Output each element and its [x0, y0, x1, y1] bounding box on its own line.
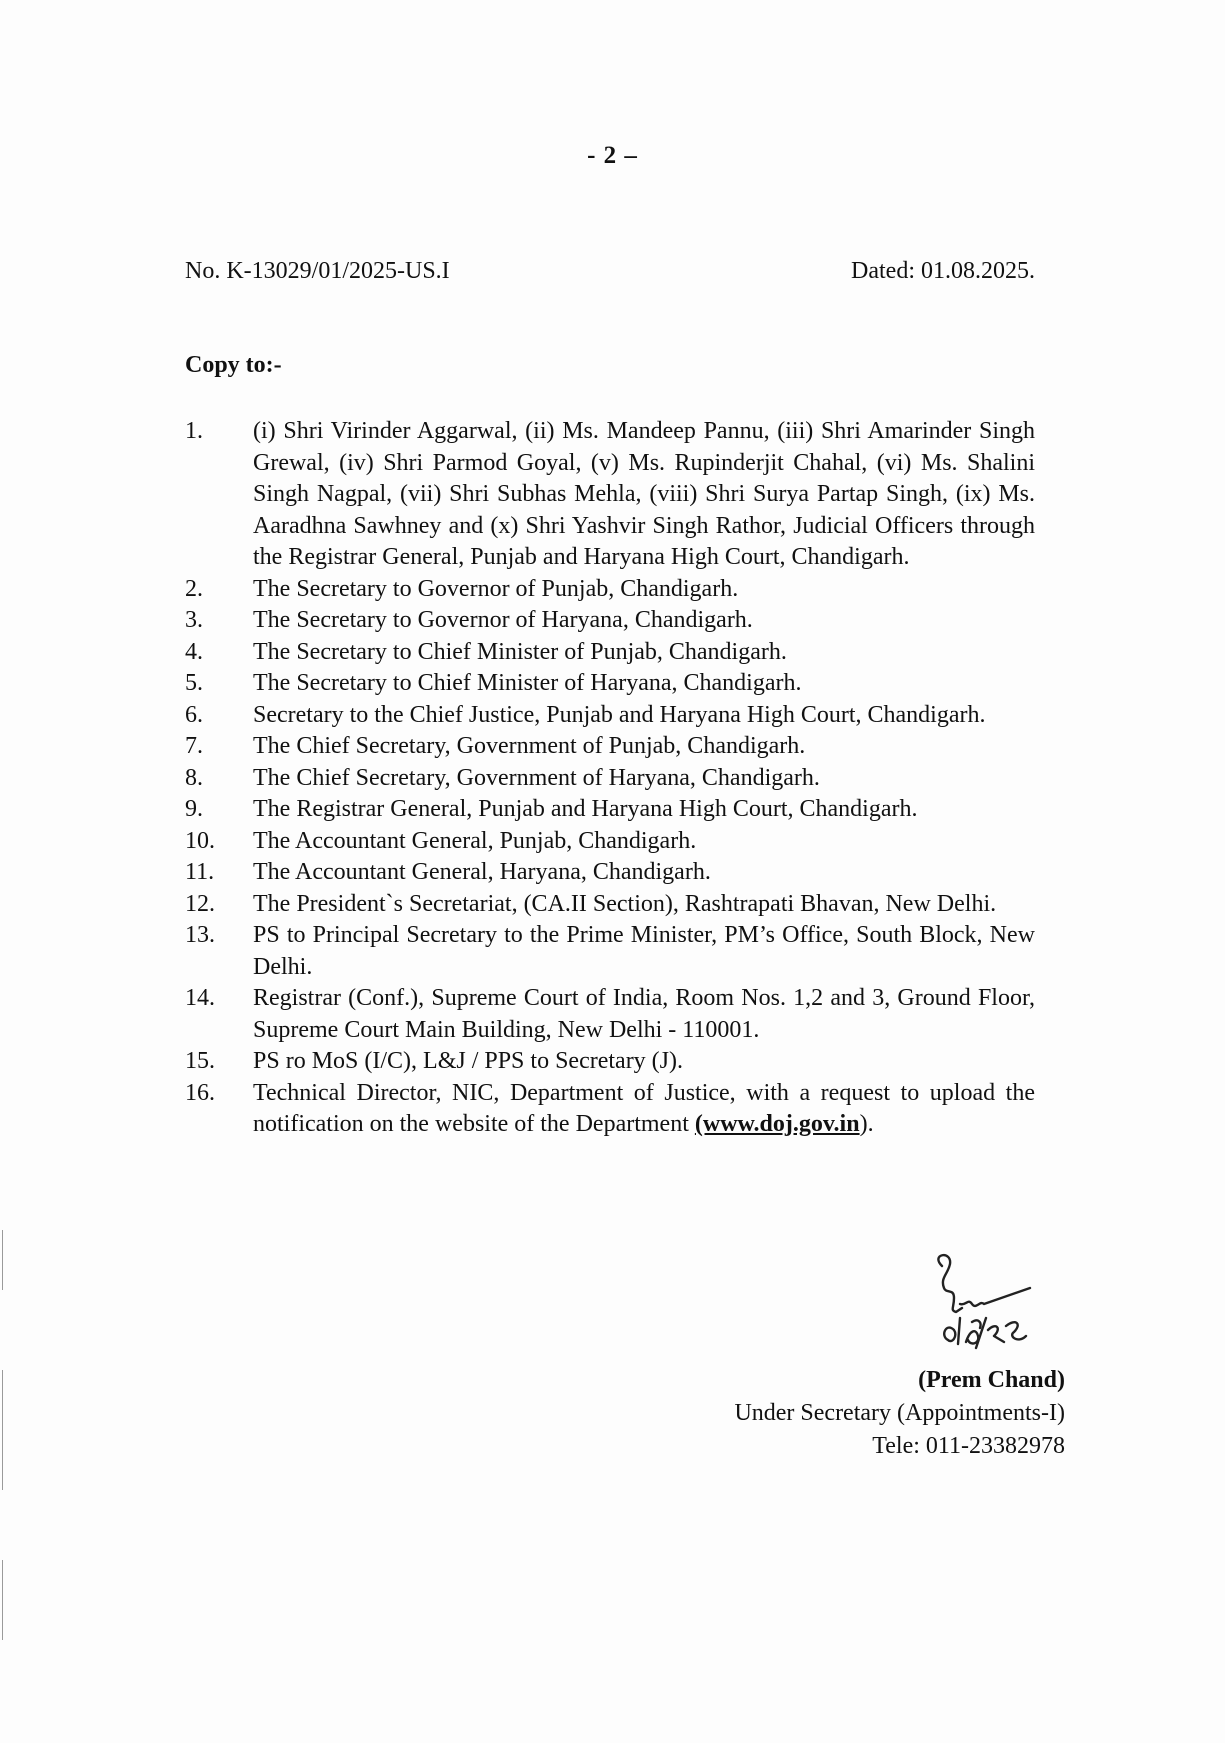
item-number: 10. [185, 827, 215, 854]
list-item [185, 605, 1035, 637]
scan-edge-mark [2, 1230, 3, 1290]
item-text: The Accountant General, Punjab, Chandigarh. [253, 827, 697, 854]
list-item [185, 763, 1035, 795]
item-number: 9. [185, 796, 203, 822]
list-item [185, 574, 1035, 606]
signatory-designation: Under Secretary (Appointments-I) [734, 1400, 1065, 1426]
item-number: 8. [185, 764, 203, 791]
item-text [253, 1078, 1035, 1141]
item-text: The Registrar General, Punjab and Haryana High Court, Chandigarh. [253, 796, 918, 822]
item-number: 5. [185, 670, 203, 696]
list-item [185, 1046, 1035, 1078]
recipient-list [185, 416, 1035, 1141]
item-text: Registrar (Conf.), Supreme Court of India, Room Nos. 1,2 and 3, Ground Floor, Supreme Court Main Building, New Delhi - 110001. [253, 985, 1035, 1043]
item-number: 11. [185, 859, 215, 885]
item-text-suffix: ). [859, 1111, 874, 1137]
item-number: 6. [185, 701, 203, 728]
list-item [185, 920, 1035, 983]
website-link[interactable]: (www.doj.gov.in [694, 1111, 860, 1137]
list-item [185, 889, 1035, 921]
list-item [185, 668, 1035, 700]
item-number: 12. [185, 890, 215, 917]
item-text: PS to Principal Secretary to the Prime Minister, PM’s Office, South Block, New Delhi. [253, 922, 1035, 980]
item-number: 3. [185, 607, 203, 633]
scan-edge-mark [2, 1560, 3, 1640]
scan-edge-mark [2, 1370, 3, 1490]
item-number: 16. [185, 1079, 215, 1106]
item-number: 2. [185, 575, 203, 602]
list-item [185, 794, 1035, 826]
item-text: (i) Shri Virinder Aggarwal, (ii) Ms. Mandeep Pannu, (iii) Shri Amarinder Singh Grewal, (iv) Shri Parmod Goyal, (v) Ms. Rupinderjit Chahal, (vi) Ms. Shalini Singh Nagpal, (vii) Shri Subhas Mehla, (viii) Shri Surya Partap Singh, (ix) Ms. Aaradhna Sawhney and (x) Shri Yashvir Singh Rathor, Judicial Officers through the Registrar General, Punjab and Haryana High Court, Chandigarh. [253, 418, 1035, 570]
handwritten-signature [910, 1248, 1080, 1358]
list-item [185, 416, 1035, 574]
item-text-body: Technical Director, NIC, Department of Justice, with a request to upload the notification on the website of the Department [253, 1079, 1035, 1137]
page-number: - 2 – [587, 142, 638, 169]
item-number: 7. [185, 733, 203, 759]
item-text: PS ro MoS (I/C), L&J / PPS to Secretary (J). [253, 1048, 684, 1074]
signatory-phone: Tele: 011-23382978 [872, 1433, 1065, 1459]
list-item [185, 731, 1035, 763]
reference-number: No. K-13029/01/2025-US.I [185, 258, 450, 284]
signatory-name: (Prem Chand) [918, 1367, 1065, 1393]
list-item [185, 700, 1035, 732]
signature-scribble [910, 1248, 1080, 1358]
item-text: The Secretary to Chief Minister of Punjab, Chandigarh. [253, 638, 787, 665]
item-number: 13. [185, 922, 215, 948]
item-text: The Secretary to Governor of Punjab, Chandigarh. [253, 575, 739, 602]
item-text: The Secretary to Governor of Haryana, Chandigarh. [253, 607, 753, 633]
item-text: The Chief Secretary, Government of Punjab, Chandigarh. [253, 733, 806, 759]
item-number: 14. [185, 985, 215, 1011]
item-text: The President`s Secretariat, (CA.II Section), Rashtrapati Bhavan, New Delhi. [253, 890, 997, 917]
list-item [185, 857, 1035, 889]
signatory-block [734, 1364, 1065, 1463]
item-number: 4. [185, 638, 203, 665]
item-text: The Secretary to Chief Minister of Haryana, Chandigarh. [253, 670, 802, 696]
list-item [185, 1078, 1035, 1141]
item-text: The Chief Secretary, Government of Haryana, Chandigarh. [253, 764, 820, 791]
item-text: Secretary to the Chief Justice, Punjab and Haryana High Court, Chandigarh. [253, 701, 986, 728]
item-number: 15. [185, 1048, 215, 1074]
list-item [185, 983, 1035, 1046]
reference-date: Dated: 01.08.2025. [851, 258, 1035, 284]
list-item [185, 637, 1035, 669]
copy-to-heading: Copy to:- [185, 352, 282, 378]
item-number: 1. [185, 418, 203, 444]
item-text: The Accountant General, Haryana, Chandigarh. [253, 859, 711, 885]
list-item [185, 826, 1035, 858]
